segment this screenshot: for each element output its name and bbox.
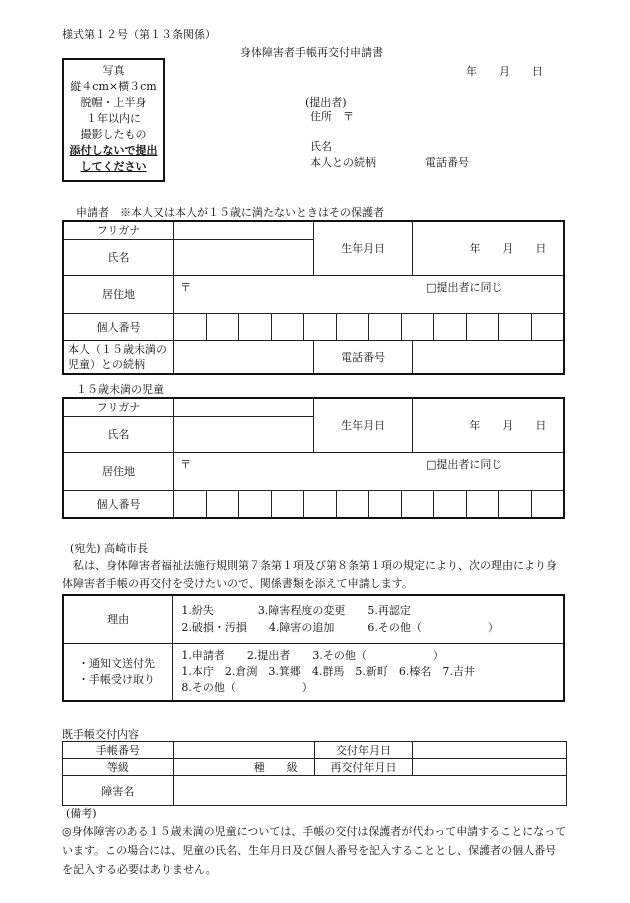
personal-number-field[interactable]	[174, 313, 564, 340]
residence-label: 居住地	[63, 275, 174, 313]
submitter-relation-label: 本人との続柄	[310, 156, 376, 169]
applicant-table	[62, 220, 565, 375]
child-table	[62, 397, 565, 519]
name-field[interactable]	[174, 239, 314, 275]
submitter-address-label: 住所 〒	[310, 110, 354, 123]
book-number-field[interactable]	[173, 742, 314, 759]
reissue-date-field[interactable]	[413, 759, 567, 776]
grade-field[interactable]: 種 級	[173, 759, 314, 776]
reason-label: 理由	[63, 595, 173, 643]
child-personal-number-label: 個人番号	[63, 490, 174, 518]
birth-field[interactable]: 年 月 日	[412, 221, 564, 275]
addressee: (宛先) 高崎市長	[70, 542, 149, 555]
name-label: 氏名	[63, 239, 174, 275]
residence-field[interactable]	[174, 275, 564, 313]
notice-label	[63, 643, 173, 701]
disability-name-field[interactable]	[173, 776, 566, 806]
relation-field[interactable]	[174, 340, 314, 374]
declaration: 私は、身体障害者福祉法施行規則第７条第１項及び第８条第１項の規定により、次の理由により身体障害者手帳の再交付を受けたいので、関係書類を添えて申請します。	[62, 559, 557, 590]
furigana-field[interactable]	[174, 221, 314, 239]
photo-note: してください	[80, 160, 147, 173]
photo-box	[62, 58, 165, 182]
child-residence-field[interactable]	[174, 452, 565, 490]
issue-date-field[interactable]	[413, 742, 567, 759]
child-heading: １５歳未満の児童	[76, 383, 164, 396]
relation-label: 本人（１５歳未満の児童）との続柄	[63, 340, 174, 374]
grade-label: 等級	[63, 759, 174, 776]
child-postal-mark: 〒	[180, 457, 191, 471]
reason-table	[62, 594, 565, 702]
child-personal-number-field[interactable]	[174, 490, 565, 518]
child-name-field[interactable]	[174, 416, 314, 452]
submitter-heading: (提出者)	[305, 96, 347, 109]
notice-options[interactable]	[173, 643, 564, 701]
phone-label: 電話番号	[314, 340, 413, 374]
remarks-heading: (備考)	[66, 807, 97, 820]
form-number: 様式第１２号（第１３条関係）	[62, 28, 216, 41]
reason-options[interactable]	[173, 595, 564, 643]
existing-heading: 既手帳交付内容	[62, 728, 139, 741]
reissue-date-label: 再交付年月日	[314, 759, 413, 776]
personal-number-label: 個人番号	[63, 313, 174, 340]
notice-row: 8.その他（ ）	[181, 680, 313, 694]
existing-table	[62, 741, 567, 806]
photo-line: １年以内に	[86, 112, 141, 125]
child-birth-field[interactable]: 年 月 日	[412, 398, 564, 452]
disability-name-label: 障害名	[63, 776, 174, 806]
child-name-label: 氏名	[63, 416, 174, 452]
photo-line: 撮影したもの	[80, 128, 147, 141]
issue-date-label: 交付年月日	[314, 742, 413, 759]
notice-label-2: ・手帳受け取り	[78, 672, 155, 686]
date-line: 年 月 日	[466, 65, 543, 78]
reason-row: 1.紛失 3.障害程度の変更 5.再認定	[181, 604, 411, 618]
photo-note: 添付しないで提出	[69, 144, 158, 157]
same-as-submitter-checkbox[interactable]: □提出者に同じ	[426, 280, 503, 294]
furigana-label: フリガナ	[63, 221, 174, 239]
reason-row: 2.破損・汚損 4.障害の追加 6.その他（ ）	[181, 621, 499, 635]
page-title: 身体障害者手帳再交付申請書	[240, 46, 383, 59]
submitter-phone-label: 電話番号	[425, 156, 469, 169]
child-same-as-submitter-checkbox[interactable]: □提出者に同じ	[426, 457, 503, 471]
notice-row: 1.申請者 2.提出者 3.その他（ ）	[181, 648, 444, 662]
birth-label: 生年月日	[314, 221, 413, 275]
notice-label-1: ・通知文送付先	[78, 656, 155, 670]
photo-line: 写真	[102, 64, 125, 77]
book-number-label: 手帳番号	[63, 742, 174, 759]
child-furigana-label: フリガナ	[63, 398, 174, 416]
child-furigana-field[interactable]	[174, 398, 314, 416]
submitter-name-label: 氏名	[310, 140, 332, 153]
photo-line: 縦４cm×横３cm	[70, 80, 157, 93]
remarks-text: ◎身体障害のある１５歳未満の児童については、手帳の交付は保護者が代わって申請することになっています。この場合には、児童の氏名、生年月日及び個人番号を記入することとし、保護者の個人番号を記入する必要はありません。	[62, 825, 567, 876]
child-residence-label: 居住地	[63, 452, 174, 490]
postal-mark: 〒	[180, 280, 192, 294]
photo-line: 脱帽・上半身	[80, 96, 147, 109]
applicant-heading: 申請者 ※本人又は本人が１５歳に満たないときはその保護者	[76, 206, 384, 219]
notice-row: 1.本庁 2.倉渕 3.箕郷 4.群馬 5.新町 6.榛名 7.吉井	[181, 664, 475, 678]
child-birth-label: 生年月日	[314, 398, 413, 452]
phone-field[interactable]	[412, 340, 564, 374]
